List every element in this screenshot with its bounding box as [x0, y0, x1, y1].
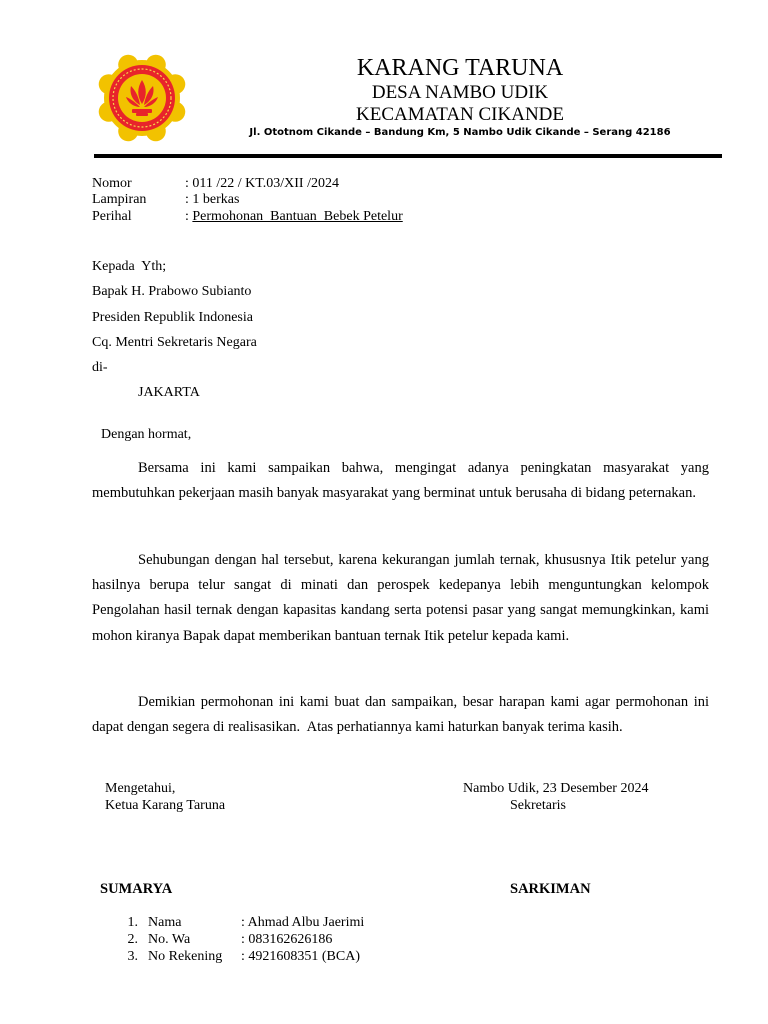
list-item: [110, 914, 510, 931]
letterhead-address: Jl. Ototnom Cikande – Bandung Km, 5 Nambo Udik Cikande – Serang 42186: [249, 127, 671, 138]
paragraph-text: Demikian permohonan ini kami buat dan sampaikan, besar harapan kami agar permohonan ini dapat dengan segera di realisasikan. Atas perhatiannya kami haturkan banyak terima kasih.: [92, 694, 713, 736]
karang-taruna-logo: [93, 50, 191, 146]
letterhead-village: DESA NAMBO UDIK: [371, 82, 549, 103]
recipient-title: Presiden Republik Indonesia: [92, 310, 253, 325]
letterhead-title: KARANG TARUNA: [356, 55, 564, 81]
meta-label: Perihal: [92, 209, 132, 224]
list-value: : Ahmad Albu Jaerimi: [241, 915, 365, 930]
paragraph-text: Bersama ini kami sampaikan bahwa, mengingat adanya peningkatan masyarakat yang membutuhkan pekerjaan masih banyak masyarakat yang berminat untuk berusaha di bidang peternakan.: [92, 460, 709, 502]
signature-right-role: Sekretaris: [510, 798, 566, 813]
meta-prefix: :: [185, 209, 193, 224]
list-label: No Rekening: [148, 949, 223, 964]
meta-nomor: [92, 175, 592, 192]
meta-perihal: [92, 208, 592, 225]
salutation: Dengan hormat,: [101, 427, 192, 442]
paragraph-2: [92, 548, 709, 649]
meta-lampiran: [92, 191, 592, 208]
meta-label: Lampiran: [92, 192, 147, 207]
list-value: : 4921608351 (BCA): [241, 949, 360, 964]
list-value: : 083162626186: [241, 932, 333, 947]
recipient-name: Bapak H. Prabowo Subianto: [92, 284, 252, 299]
paragraph-3: [92, 690, 713, 740]
meta-subject: Permohonan Bantuan Bebek Petelur: [192, 209, 403, 224]
letterhead-district: KECAMATAN CIKANDE: [356, 104, 564, 125]
list-label: Nama: [148, 915, 182, 930]
list-item: [110, 948, 510, 965]
signature-right-place-date: Nambo Udik, 23 Desember 2024: [463, 781, 649, 796]
meta-label: Nomor: [92, 176, 132, 191]
signatory-left-name: SUMARYA: [100, 881, 173, 897]
signature-left-role: Ketua Karang Taruna: [105, 798, 226, 813]
paragraph-1: [92, 456, 709, 506]
letterhead-divider: [94, 154, 722, 158]
meta-value: : 011 /22 / KT.03/XII /2024: [185, 176, 339, 191]
recipient-city: JAKARTA: [138, 385, 200, 400]
recipient-greeting: Kepada Yth;: [92, 259, 167, 274]
paragraph-text: Sehubungan dengan hal tersebut, karena kekurangan jumlah ternak, khususnya Itik petelur yang hasilnya berupa telur sangat di minati dan perospek kedepanya lebih menguntungkan kelompok Pengolahan hasil ternak dengan kapasitas kandang serta potensi pasar yang sangat memungkinkan, kami mohon kiranya Bapak dapat memberikan bantuan ternak Itik petelur kepada kami.: [92, 552, 709, 644]
list-number: 2.: [127, 932, 138, 947]
meta-value: : 1 berkas: [185, 192, 240, 207]
list-number: 3.: [127, 949, 138, 964]
recipient-cq: Cq. Mentri Sekretaris Negara: [92, 335, 257, 350]
signatory-right-name: SARKIMAN: [510, 881, 591, 897]
list-number: 1.: [127, 915, 138, 930]
list-item: [110, 931, 510, 948]
list-label: No. Wa: [148, 932, 191, 947]
signature-left-label: Mengetahui,: [105, 781, 176, 796]
recipient-di: di-: [92, 360, 108, 375]
